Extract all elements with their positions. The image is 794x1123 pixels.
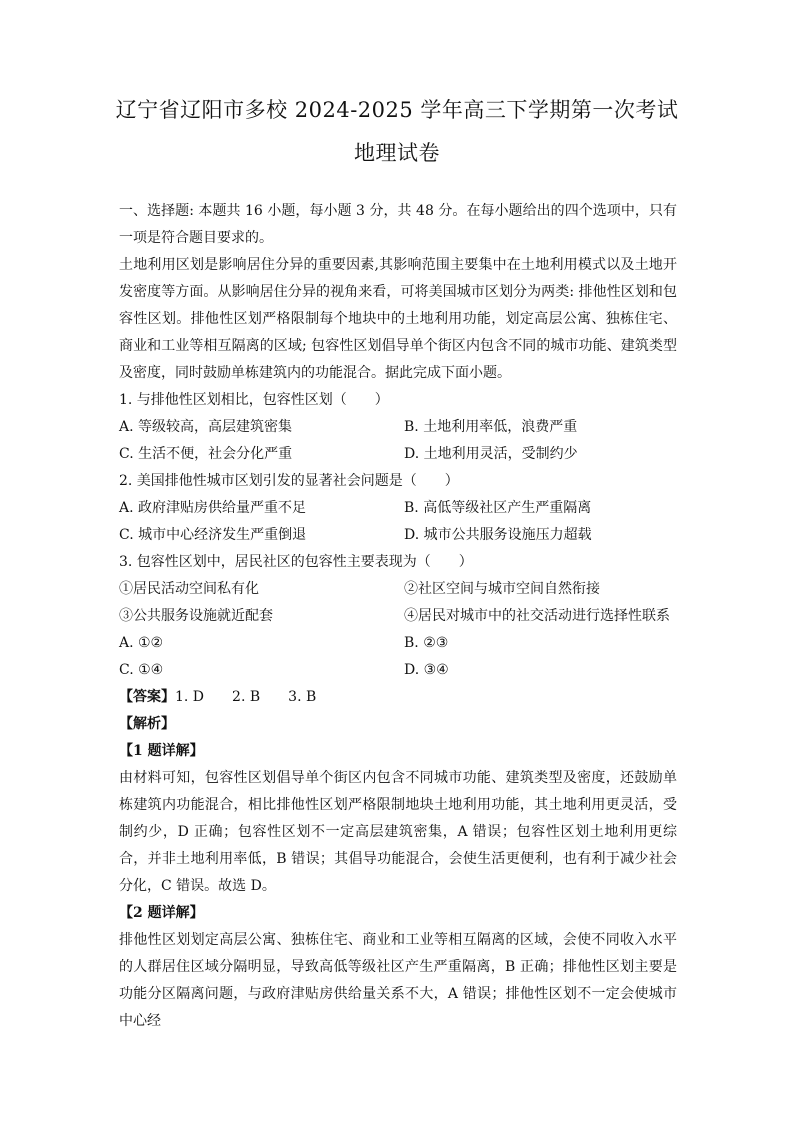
question-1-options-row-1 — [119, 414, 677, 441]
question-2-options-row-2 — [119, 522, 677, 549]
question-1-options-row-2 — [119, 441, 677, 468]
question-3-options-row-2 — [119, 657, 677, 684]
page-subtitle: 地理试卷 — [354, 141, 440, 165]
question-3-option-d: D. ③④ — [404, 662, 449, 678]
question-2-option-b: B. 高低等级社区产生严重隔离 — [404, 500, 592, 516]
document-body — [119, 198, 677, 1035]
question-2-stem: 2. 美国排他性城市区划引发的显著社会问题是（ ） — [119, 473, 459, 489]
analysis-label: 【解析】 — [119, 716, 175, 732]
question-3-statement-2: ②社区空间与城市空间自然衔接 — [404, 581, 600, 597]
answer-2: 2. B — [232, 689, 261, 705]
section-instructions: 一、选择题: 本题共 16 小题，每小题 3 分，共 48 分。在每小题给出的四个选项中，只有一项是符合题目要求的。 — [119, 203, 677, 246]
answer-1: 1. D — [175, 689, 205, 705]
answer-3: 3. B — [288, 689, 317, 705]
question-3-option-c: C. ①④ — [119, 662, 164, 678]
detail-2-label: 【2 题详解】 — [119, 905, 204, 921]
question-3-statement-1: ①居民活动空间私有化 — [119, 581, 259, 597]
question-1-option-b: B. 土地利用率低，浪费严重 — [404, 419, 578, 435]
reading-passage: 土地利用区划是影响居住分异的重要因素,其影响范围主要集中在土地利用模式以及土地开发密度等方面。从影响居住分异的视角来看，可将美国城市区划分为两类: 排他性区划和包容性区划。排他性区划严格限制每个地块中的土地利用功能，划定高层公寓、独栋住宅、商业和工业等相互隔离的区域; 包容性区划倡导单个街区内包含不同的城市功能、建筑类型及密度，同时鼓励单栋建筑内的功能混合。据此完成下面小题。 — [119, 257, 677, 381]
question-1-stem: 1. 与排他性区划相比，包容性区划（ ） — [119, 392, 389, 408]
question-3-statements-row-2 — [119, 603, 677, 630]
question-3-option-a: A. ①② — [119, 635, 164, 651]
detail-1-label: 【1 题详解】 — [119, 743, 204, 759]
question-1-option-a: A. 等级较高，高层建筑密集 — [119, 419, 293, 435]
question-3-stem: 3. 包容性区划中，居民社区的包容性主要表现为（ ） — [119, 554, 473, 570]
question-2-option-d: D. 城市公共服务设施压力超载 — [404, 527, 592, 543]
detail-2-text: 排他性区划划定高层公寓、独栋住宅、商业和工业等相互隔离的区域，会使不同收入水平的人群居住区域分隔明显，导致高低等级社区产生严重隔离，B 正确；排他性区划主要是功能分区隔离问题，与政府津贴房供给量关系不大，A 错误；排他性区划不一定会使城市中心经 — [119, 932, 677, 1029]
question-1-option-d: D. 土地利用灵活，受制约少 — [404, 446, 578, 462]
question-3-statement-3: ③公共服务设施就近配套 — [119, 608, 273, 624]
question-3-option-b: B. ②③ — [404, 635, 449, 651]
question-3-statements-row-1 — [119, 576, 677, 603]
question-2-option-c: C. 城市中心经济发生严重倒退 — [119, 527, 307, 543]
answer-key — [119, 684, 677, 711]
question-3-statement-4: ④居民对城市中的社交活动进行选择性联系 — [404, 608, 670, 624]
question-3-options-row-1 — [119, 630, 677, 657]
question-2-options-row-1 — [119, 495, 677, 522]
question-2-option-a: A. 政府津贴房供给量严重不足 — [119, 500, 307, 516]
page-title: 辽宁省辽阳市多校 2024-2025 学年高三下学期第一次考试 — [115, 98, 679, 122]
answer-label: 【答案】 — [119, 689, 175, 705]
question-1-option-c: C. 生活不便，社会分化严重 — [119, 446, 293, 462]
detail-1-text: 由材料可知，包容性区划倡导单个街区内包含不同城市功能、建筑类型及密度，还鼓励单栋建筑内功能混合，相比排他性区划严格限制地块土地利用功能，其土地利用更灵活，受制约少，D 正确；包容性区划不一定高层建筑密集，A 错误；包容性区划土地利用更综合，并非土地利用率低，B 错误；其倡导功能混合，会使生活更便利，也有利于减少社会分化，C 错误。故选 D。 — [119, 770, 677, 894]
